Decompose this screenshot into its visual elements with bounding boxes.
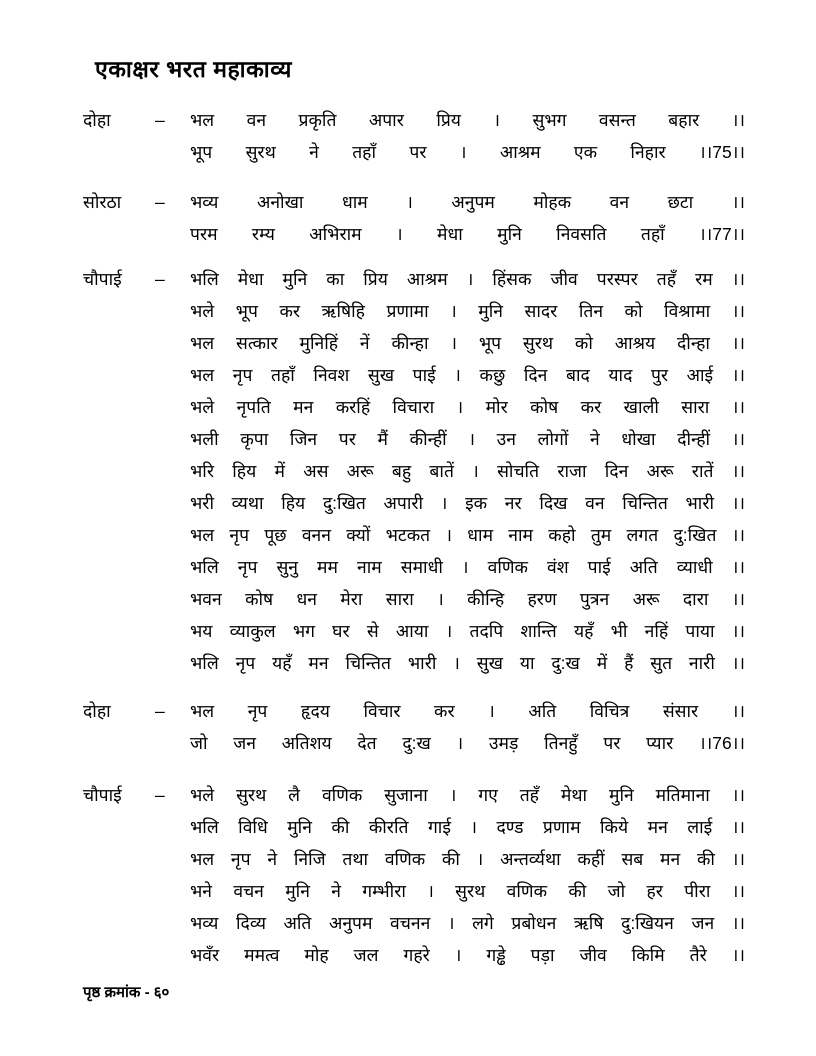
verse-line: भल वन प्रकृति अपार प्रिय । सुभग वसन्त बहार ।। — [190, 110, 745, 130]
verse-section — [83, 695, 745, 759]
label-dash: – — [155, 110, 165, 130]
verse-line: भवँर ममत्व मोह जल गहरे । गड्ढे पड़ा जीव किमि तैरे ।। — [190, 945, 745, 965]
label-dash: – — [155, 701, 165, 721]
verse-line: भव्य अनोखा धाम । अनुपम मोहक वन छटा ।। — [190, 192, 745, 212]
verse-line: भय व्याकुल भग घर से आया । तदपि शान्ति यहँ भी नहिं पाया ।। — [190, 621, 745, 641]
verse-line: भलि विधि मुनि की कीरति गाई । दण्ड प्रणाम किये मन लाई ।। — [190, 817, 745, 837]
verse-line: भल नृप पूछ वनन क्यों भटकत । धाम नाम कहो तुम लगत दु:खित ।। — [190, 525, 745, 545]
verse-line: भले भूप कर ऋषिहि प्रणामा । मुनि सादर तिन को विश्रामा ।। — [190, 301, 745, 321]
verse-line: भवन कोष धन मेरा सारा । कीन्हि हरण पुत्रन अरू दारा ।। — [190, 589, 745, 609]
verse-lines — [190, 104, 745, 168]
verse-line: भरि हिय में अस अरू बहु बातें । सोचति राजा दिन अरू रातें ।। — [190, 461, 745, 481]
page-title: एकाक्षर भरत महाकाव्य — [95, 56, 292, 82]
verse-lines — [190, 695, 745, 759]
verse-lines — [190, 186, 745, 250]
verse-section — [83, 263, 745, 679]
verse-form-label: दोहा — [83, 701, 111, 721]
label-dash: – — [155, 785, 165, 805]
verse-lines — [190, 263, 745, 679]
verse-form-label: सोरठा — [83, 192, 122, 212]
verse-line: भने वचन मुनि ने गम्भीरा । सुरथ वणिक की जो हर पीरा ।। — [190, 881, 745, 901]
verse-line: भलि मेधा मुनि का प्रिय आश्रम । हिंसक जीव परस्पर तहँ रम ।। — [190, 269, 745, 289]
verse-line: भल नृप ने निजि तथा वणिक की । अन्तर्व्यथा कहीं सब मन की ।। — [190, 849, 745, 869]
verse-line: भली कृपा जिन पर मैं कीन्हीं । उन लोगों ने धोखा दीन्हीं ।। — [190, 429, 745, 449]
page-number-footer: पृष्ठ क्रमांक - ६० — [83, 984, 170, 1001]
verse-line: परम रम्य अभिराम । मेधा मुनि निवसति तहाँ ।।77।। — [190, 224, 745, 244]
verse-line: भरी व्यथा हिय दु:खित अपारी । इक नर दिख वन चिन्तित भारी ।। — [190, 493, 745, 513]
verse-section — [83, 779, 745, 971]
verse-lines — [190, 779, 745, 971]
verse-line: भव्य दिव्य अति अनुपम वचनन । लगे प्रबोधन ऋषि दु:खियन जन ।। — [190, 913, 745, 933]
verse-section — [83, 186, 745, 250]
verse-line: भूप सुरथ ने तहाँ पर । आश्रम एक निहार ।।75।। — [190, 142, 745, 162]
verse-line: जो जन अतिशय देत दु:ख । उमड़ तिनहुँ पर प्यार ।।76।। — [190, 733, 745, 753]
verse-line: भले नृपति मन करहिं विचारा । मोर कोष कर खाली सारा ।। — [190, 397, 745, 417]
verse-form-label: चौपाई — [83, 269, 122, 289]
verse-sections — [83, 104, 745, 971]
verse-line: भल नृप हृदय विचार कर । अति विचित्र संसार ।। — [190, 701, 745, 721]
verse-line: भलि नृप यहँ मन चिन्तित भारी । सुख या दु:ख में हैं सुत नारी ।। — [190, 653, 745, 673]
verse-line: भले सुरथ लै वणिक सुजाना । गए तहँ मेथा मुनि मतिमाना ।। — [190, 785, 745, 805]
verse-line: भल सत्कार मुनिहिं नें कीन्हा । भूप सुरथ को आश्रय दीन्हा ।। — [190, 333, 745, 353]
label-dash: – — [155, 192, 165, 212]
label-dash: – — [155, 269, 165, 289]
verse-line: भलि नृप सुनु मम नाम समाधी । वणिक वंश पाई अति व्याधी ।। — [190, 557, 745, 577]
verse-form-label: दोहा — [83, 110, 111, 130]
verse-line: भल नृप तहाँ निवश सुख पाई । कछु दिन बाद याद पुर आई ।। — [190, 365, 745, 385]
verse-form-label: चौपाई — [83, 785, 122, 805]
verse-section — [83, 104, 745, 168]
